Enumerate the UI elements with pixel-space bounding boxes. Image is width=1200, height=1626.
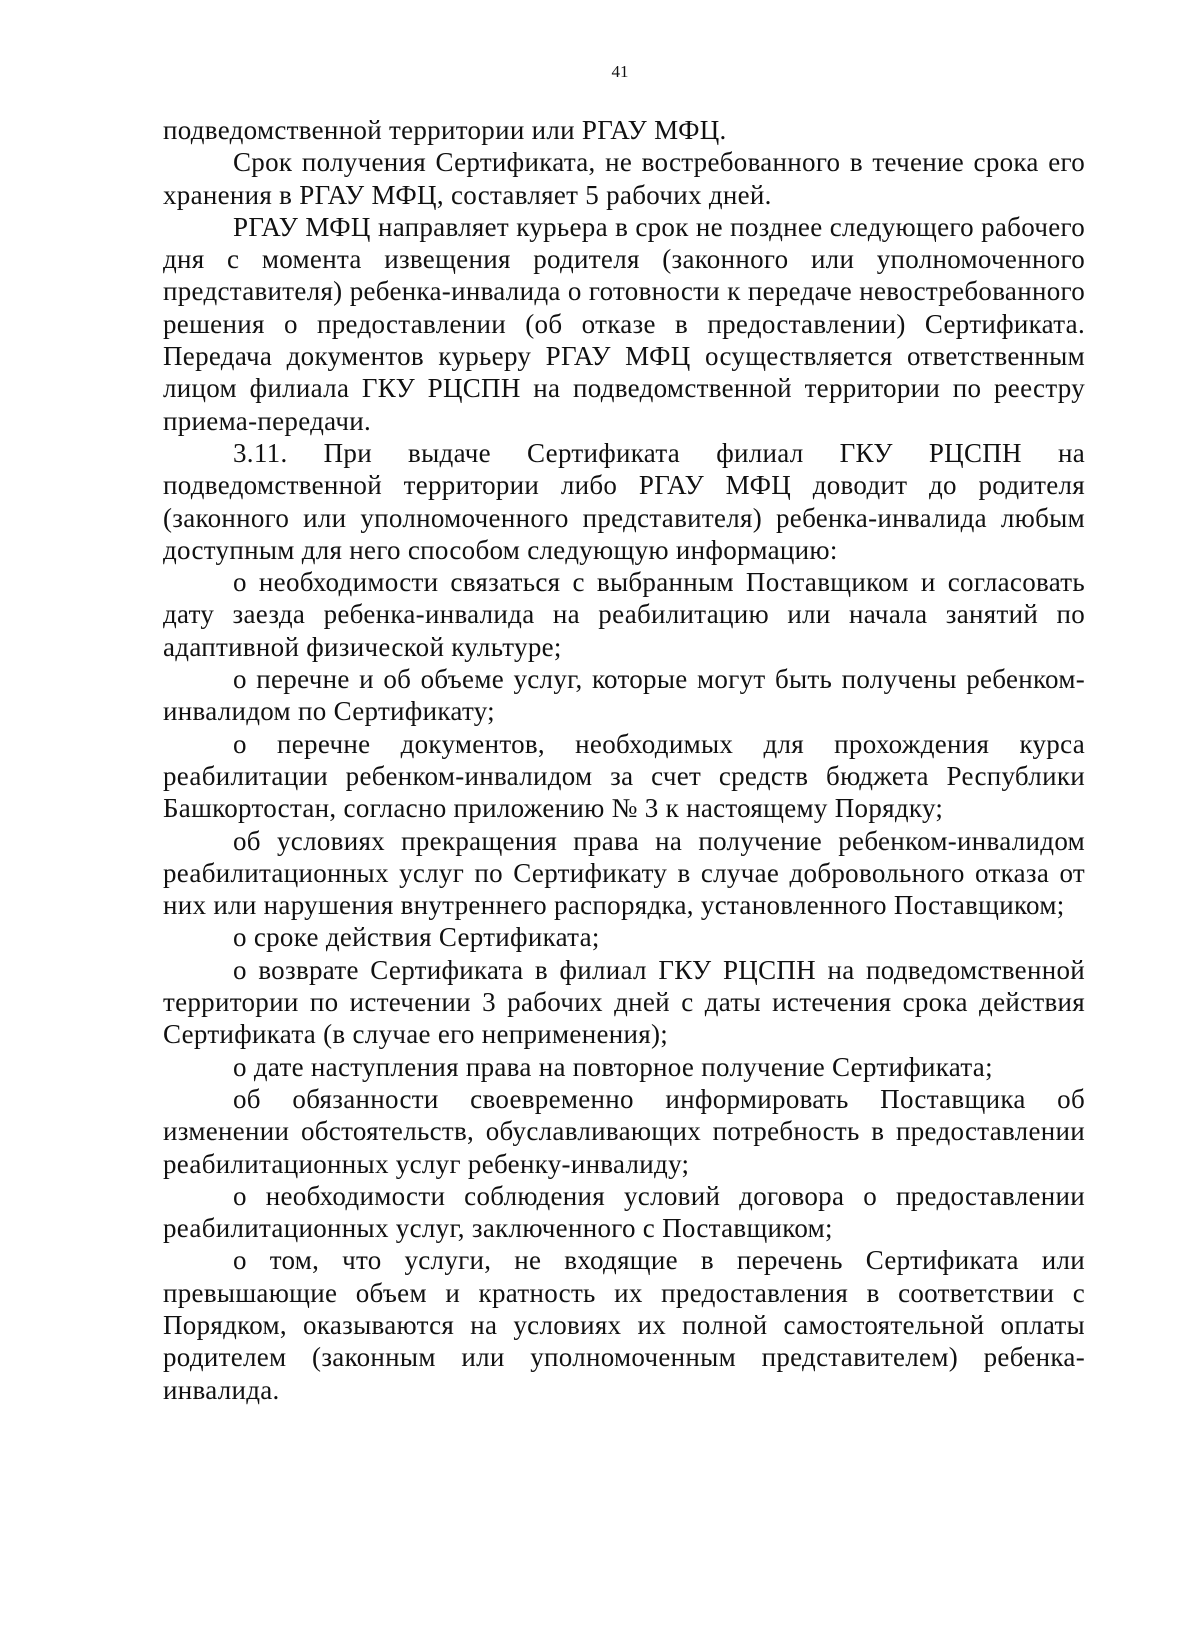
paragraph: об условиях прекращения права на получение ребенком-инвалидом реабилитационных услуг по Сертификату в случае добровольного отказа от них или нарушения внутреннего распорядка, установленного Поставщиком; — [163, 825, 1085, 921]
paragraph: о возврате Сертификата в филиал ГКУ РЦСПН на подведомственной территории по истечении 3 рабочих дней с даты истечения срока действия Сертификата (в случае его неприменения); — [163, 954, 1085, 1050]
page-number: 41 — [611, 62, 629, 81]
paragraph: о перечне документов, необходимых для прохождения курса реабилитации ребенком-инвалидом за счет средств бюджета Республики Башкортостан, согласно приложению № 3 к настоящему Порядку; — [163, 728, 1085, 824]
paragraph: о необходимости соблюдения условий договора о предоставлении реабилитационных услуг, заключенного с Поставщиком; — [163, 1180, 1085, 1244]
paragraph: РГАУ МФЦ направляет курьера в срок не позднее следующего рабочего дня с момента извещения родителя (законного или уполномоченного представителя) ребенка-инвалида о готовности к передаче невостребованного решения о предоставлении (об отказе в предоставлении) Сертификата. Передача документов курьеру РГАУ МФЦ осуществляется ответственным лицом филиала ГКУ РЦСПН на подведомственной территории по реестру приема-передачи. — [163, 211, 1085, 436]
document-body — [163, 114, 1085, 1406]
paragraph: об обязанности своевременно информировать Поставщика об изменении обстоятельств, обуславливающих потребность в предоставлении реабилитационных услуг ребенку-инвалиду; — [163, 1083, 1085, 1179]
paragraph: о дате наступления права на повторное получение Сертификата; — [233, 1051, 993, 1082]
paragraph: 3.11. При выдаче Сертификата филиал ГКУ РЦСПН на подведомственной территории либо РГАУ МФЦ доводит до родителя (законного или уполномоченного представителя) ребенка-инвалида любым доступным для него способом следующую информацию: — [163, 437, 1085, 565]
paragraph: подведомственной территории или РГАУ МФЦ. — [163, 115, 727, 145]
paragraph: о перечне и об объеме услуг, которые могут быть получены ребенком-инвалидом по Сертификату; — [163, 664, 1085, 727]
paragraph: о необходимости связаться с выбранным Поставщиком и согласовать дату заезда ребенка-инвалида на реабилитацию или начала занятий по адаптивной физической культуре; — [163, 567, 1085, 662]
paragraph: о том, что услуги, не входящие в перечень Сертификата или превышающие объем и кратность их предоставления в соответствии с Порядком, оказываются на условиях их полной самостоятельной оплаты родителем (законным или уполномоченным представителем) ребенка-инвалида. — [163, 1245, 1085, 1405]
paragraph: о сроке действия Сертификата; — [233, 922, 600, 953]
paragraph: Срок получения Сертификата, не востребованного в течение срока его хранения в РГАУ МФЦ, составляет 5 рабочих дней. — [163, 147, 1085, 210]
